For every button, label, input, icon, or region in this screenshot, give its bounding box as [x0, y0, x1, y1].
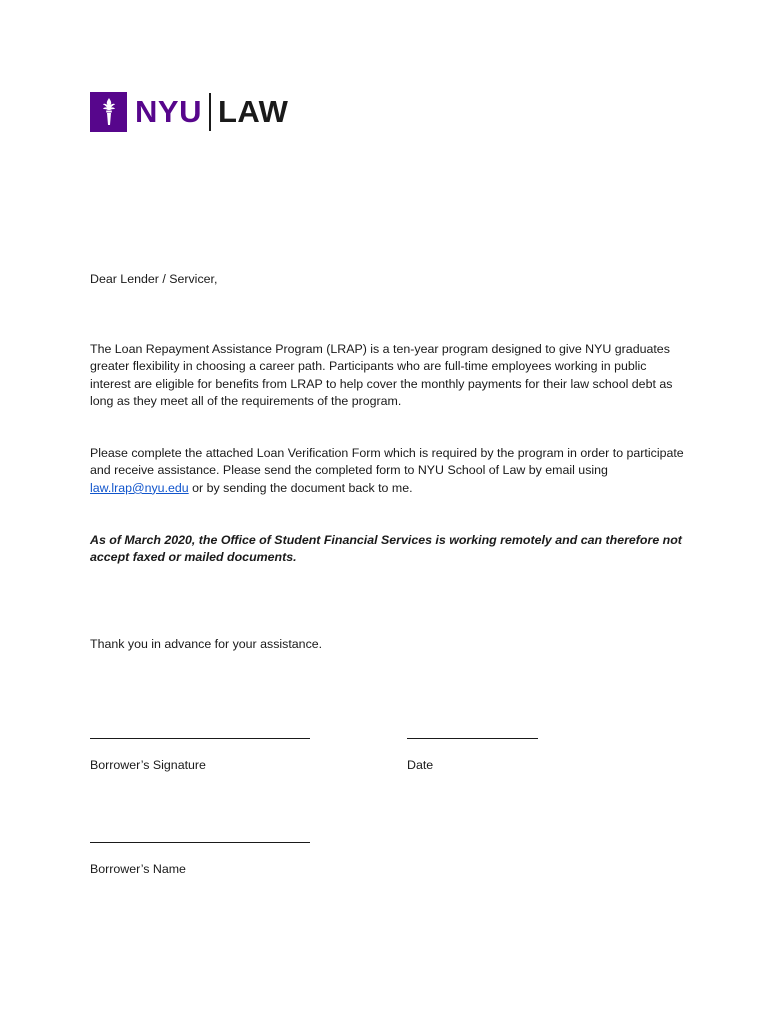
remote-work-notice: As of March 2020, the Office of Student Financial Services is working remotely and can therefore not accept faxed or mailed documents. [90, 533, 682, 565]
program-description-paragraph: The Loan Repayment Assistance Program (LRAP) is a ten-year program designed to give NYU graduates greater flexibility in choosing a career path. Participants who are full-time employees working in public interest are eligible for benefits from LRAP to help cover the monthly payments for their law school debt as long as they meet all of the requirements of the program. [90, 342, 673, 409]
signature-line [90, 738, 310, 739]
email-link[interactable]: law.lrap@nyu.edu [90, 480, 189, 495]
name-label: Borrower’s Name [90, 862, 186, 876]
date-label: Date [407, 758, 434, 772]
signature-label: Borrower’s Signature [90, 758, 206, 772]
instructions-paragraph [90, 445, 685, 497]
salutation: Dear Lender / Servicer, [90, 272, 218, 286]
instructions-text-end: or by sending the document back to me. [188, 480, 413, 495]
logo-nyu-text: NYU [135, 94, 202, 129]
name-line [90, 842, 310, 843]
nyu-law-logo [90, 92, 288, 132]
logo-law-text: LAW [217, 94, 289, 129]
instructions-text-start: Please complete the attached Loan Verification Form which is required by the program in order to participate and receive assistance. Please send the completed form to NYU School of Law by email using [90, 446, 684, 478]
closing-thanks: Thank you in advance for your assistance. [90, 637, 323, 651]
date-line [407, 738, 538, 739]
torch-icon [90, 92, 127, 132]
logo-divider [209, 93, 211, 131]
